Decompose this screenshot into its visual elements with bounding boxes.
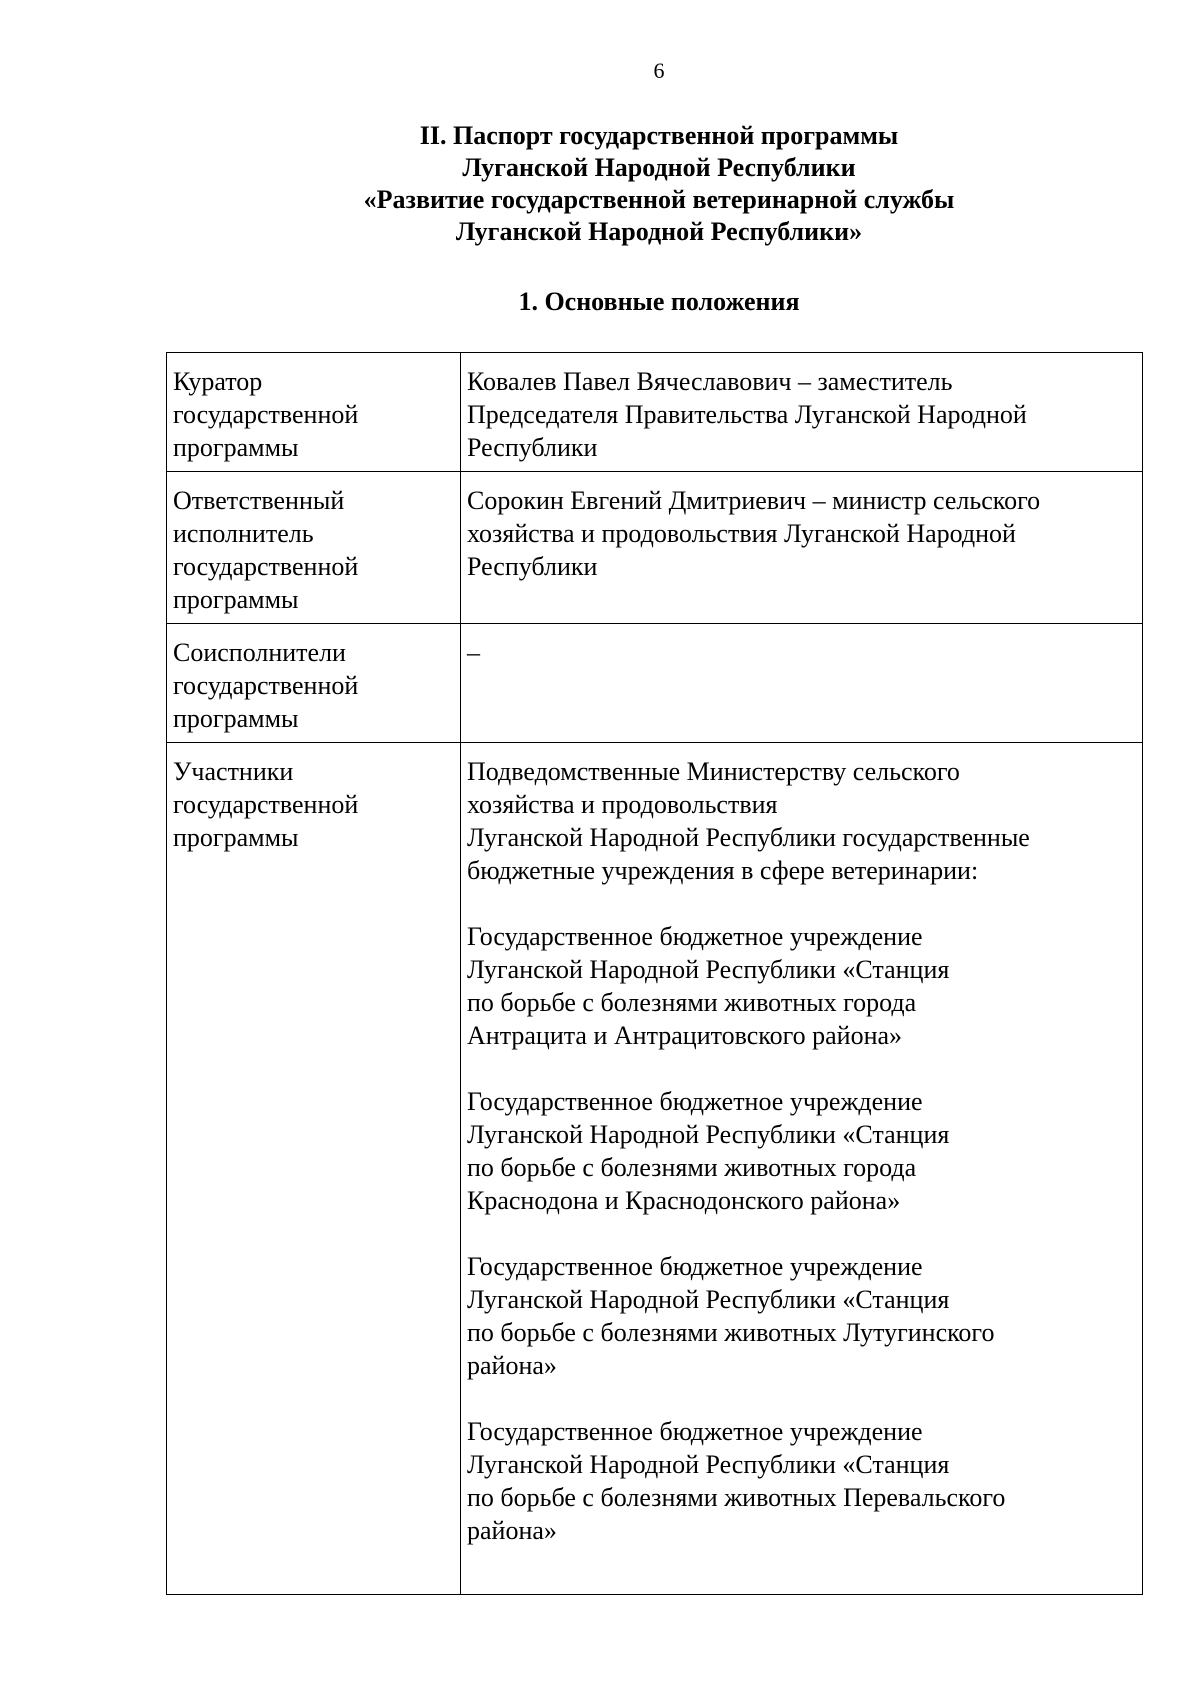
title-line: II. Паспорт государственной программы — [419, 121, 899, 150]
page-number: 6 — [653, 58, 665, 83]
title-line: Луганской Народной Республики — [462, 153, 856, 182]
participants-paragraph: Государственное бюджетное учреждение Луганской Народной Республики «Станция по борьбе с болезнями животных города Антрацита и Антрацитовского района» — [467, 922, 950, 1050]
table-row-co-executors — [167, 624, 1143, 743]
table-row-curator — [167, 353, 1143, 472]
title-line: «Развитие государственной ветеринарной службы — [363, 185, 955, 214]
title-line: Луганской Народной Республики» — [455, 217, 863, 246]
document-title — [0, 120, 1200, 248]
value-text: – — [467, 638, 480, 667]
value-text: Ковалев Павел Вячеславович – заместитель Председателя Правительства Луганской Народной Республики — [467, 367, 1027, 462]
value-text: Сорокин Евгений Дмитриевич – министр сельского хозяйства и продовольствия Луганской Народной Республики — [467, 486, 1041, 581]
row-label — [167, 353, 461, 472]
label-text: Ответственный исполнитель государственной программы — [173, 486, 359, 614]
label-text: Соисполнители государственной программы — [173, 638, 359, 733]
label-text: Куратор государственной программы — [173, 367, 359, 462]
row-value — [461, 624, 1143, 743]
row-label — [167, 743, 461, 1595]
participants-paragraph: Государственное бюджетное учреждение Луганской Народной Республики «Станция по борьбе с болезнями животных города Краснодона и Краснодонского района» — [467, 1087, 950, 1215]
row-label — [167, 624, 461, 743]
row-label — [167, 472, 461, 624]
table-row-participants — [167, 743, 1143, 1595]
label-text: Участники государственной программы — [173, 757, 359, 852]
section-title: 1. Основные положения — [518, 287, 800, 316]
row-value — [461, 353, 1143, 472]
table-row-responsible-executor — [167, 472, 1143, 624]
row-value — [461, 472, 1143, 624]
participants-paragraph: Подведомственные Министерству сельского хозяйства и продовольствия Луганской Народной Республики государственные бюджетные учреждения в сфере ветеринарии: — [467, 757, 1030, 885]
participants-paragraph: Государственное бюджетное учреждение Луганской Народной Республики «Станция по борьбе с болезнями животных Лутугинского района» — [467, 1252, 995, 1380]
passport-table — [166, 352, 1143, 1595]
participants-paragraph: Государственное бюджетное учреждение Луганской Народной Республики «Станция по борьбе с болезнями животных Перевальского района» — [467, 1417, 1006, 1545]
row-value — [461, 743, 1143, 1595]
